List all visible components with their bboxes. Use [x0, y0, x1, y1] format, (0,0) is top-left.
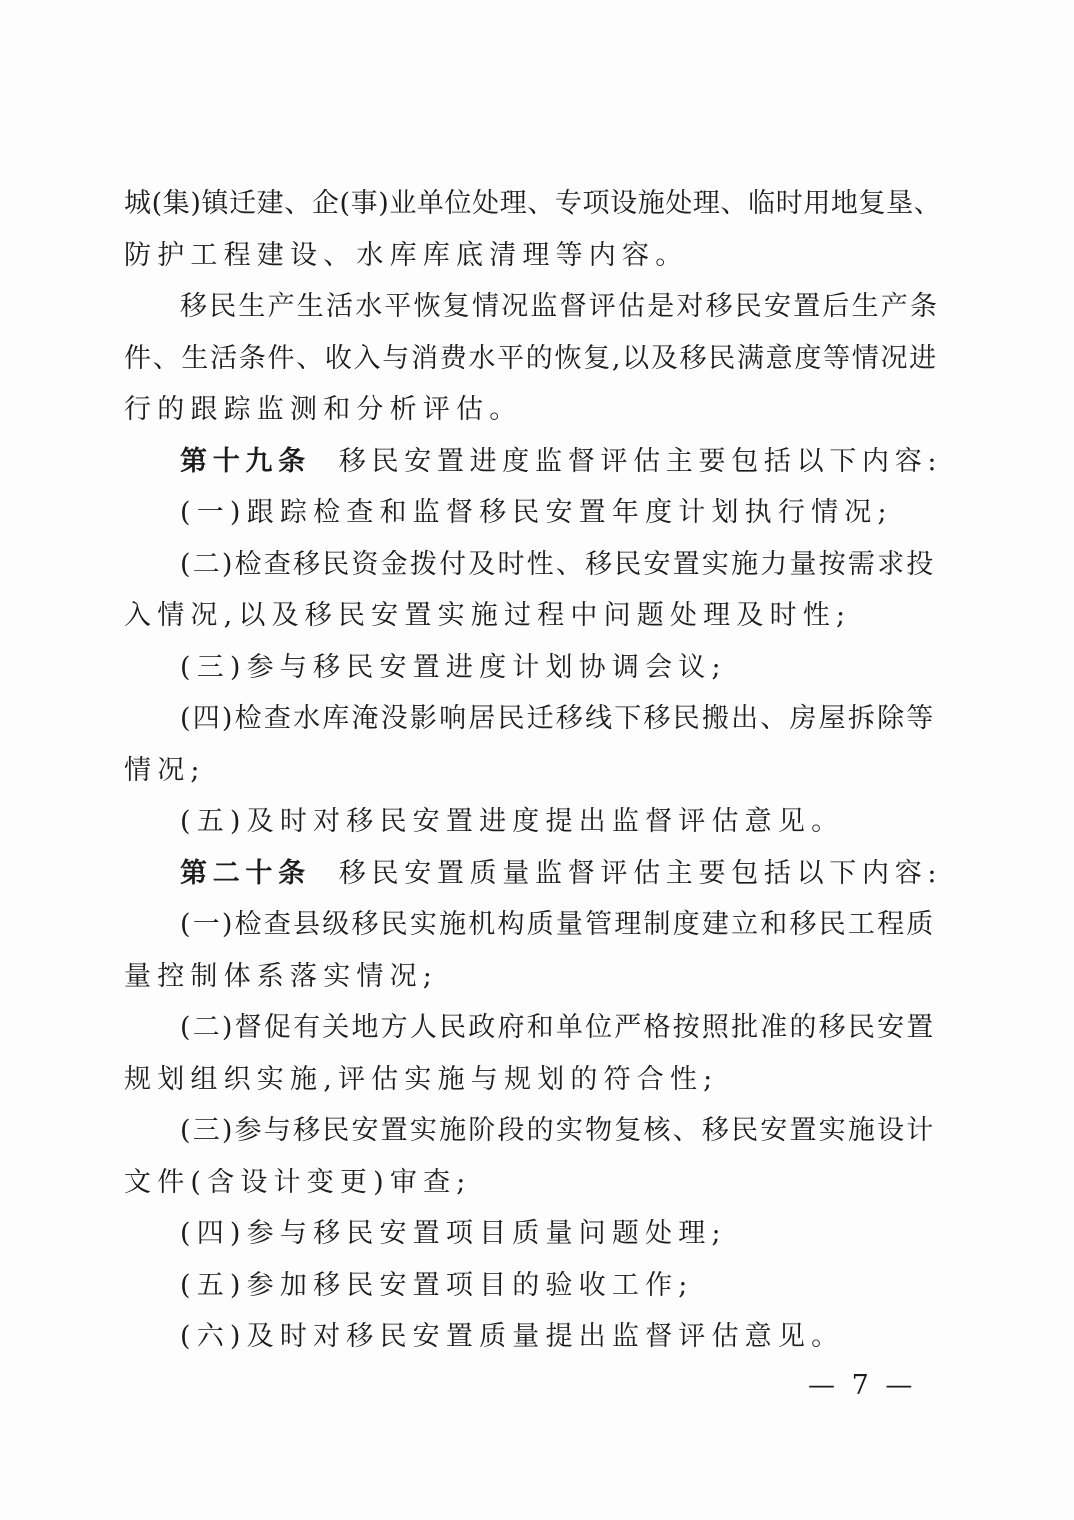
list-item-continuation: 入情况,以及移民安置实施过程中问题处理及时性;: [124, 600, 852, 631]
list-item: (一)检查县级移民实施机构质量管理制度建立和移民工程质: [180, 909, 936, 940]
list-item: (四)参与移民安置项目质量问题处理;: [180, 1218, 727, 1249]
article-20-heading: 第二十条: [180, 857, 311, 889]
article-20-intro: [124, 848, 944, 900]
paragraph-line: 城(集)镇迁建、企(事)业单位处理、专项设施处理、临时用地复垦、: [124, 188, 942, 219]
list-item: (二)督促有关地方人民政府和单位严格按照批准的移民安置: [180, 1012, 936, 1043]
list-item-continuation: 文件(含设计变更)审查;: [124, 1166, 472, 1198]
list-item: (一)跟踪检查和监督移民安置年度计划执行情况;: [180, 497, 893, 528]
list-item: (五)参加移民安置项目的验收工作;: [180, 1269, 694, 1301]
list-item: (三)参与移民安置实施阶段的实物复核、移民安置实施设计: [180, 1115, 936, 1146]
article-20-intro-text: 移民安置质量监督评估主要包括以下内容:: [338, 857, 943, 889]
list-item: (三)参与移民安置进度计划协调会议;: [180, 651, 727, 683]
paragraph-line: 移民生产生活水平恢复情况监督评估是对移民安置后生产条: [180, 291, 940, 322]
paragraph-line: 件、生活条件、收入与消费水平的恢复,以及移民满意度等情况进: [124, 342, 938, 374]
article-19-heading: 第十九条: [180, 445, 311, 477]
paragraph-line: 行的跟踪监测和分析评估。: [124, 394, 523, 425]
list-item: (六)及时对移民安置质量提出监督评估意见。: [180, 1321, 845, 1352]
list-item: (五)及时对移民安置进度提出监督评估意见。: [180, 806, 845, 837]
article-19-intro: [124, 436, 944, 488]
body-text: [124, 178, 944, 1363]
list-item-continuation: 规划组织实施,评估实施与规划的符合性;: [124, 1063, 719, 1095]
list-item: (二)检查移民资金拨付及时性、移民安置实施力量按需求投: [180, 548, 936, 580]
list-item-continuation: 情况;: [124, 754, 206, 786]
list-item: (四)检查水库淹没影响居民迁移线下移民搬出、房屋拆除等: [180, 703, 936, 734]
list-item-continuation: 量控制体系落实情况;: [124, 960, 439, 992]
article-19-intro-text: 移民安置进度监督评估主要包括以下内容:: [338, 445, 943, 477]
paragraph-line: 防护工程建设、水库库底清理等内容。: [124, 239, 689, 271]
page-number: — 7 —: [808, 1370, 917, 1401]
